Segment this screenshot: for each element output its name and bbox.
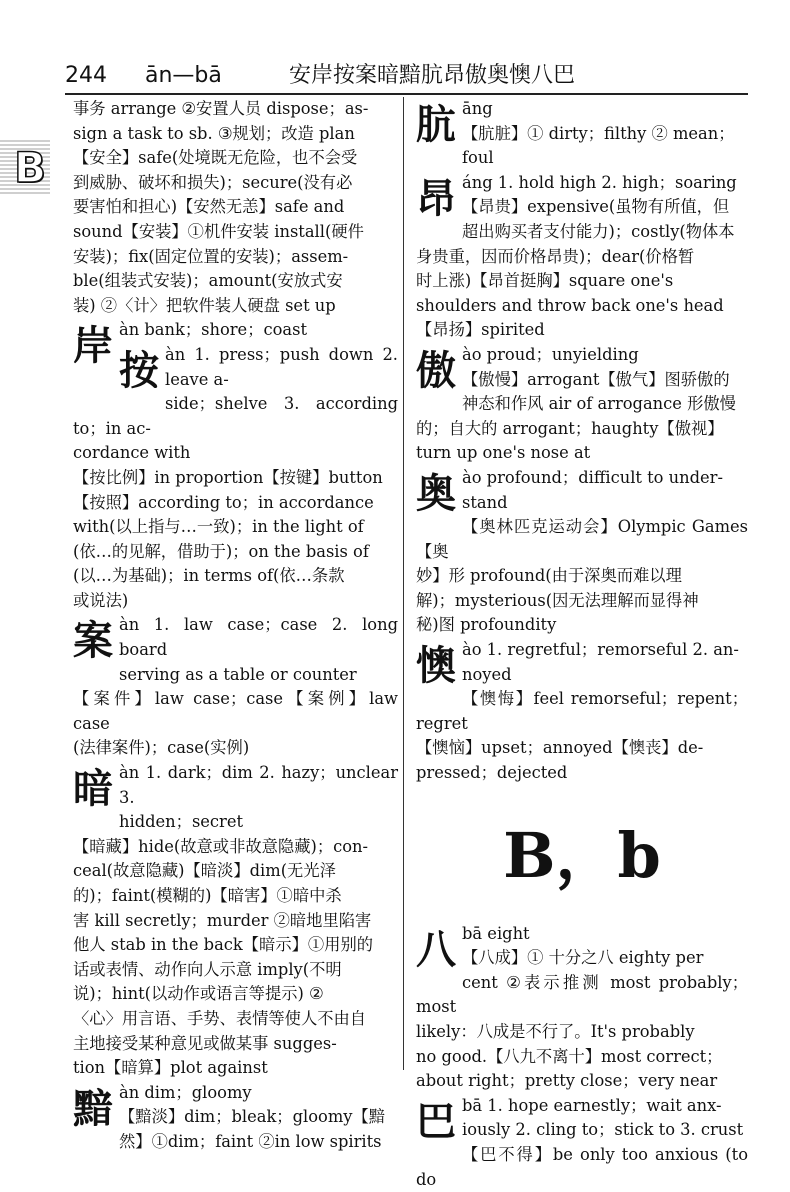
entry-line: 妙】形 profound(由于深奥而难以理	[416, 566, 682, 586]
entry-line: ceal(故意隐藏)【暗淡】dim(无光泽	[73, 861, 336, 881]
entry-headword: 暗	[73, 765, 113, 813]
entry-line: 【暗藏】hide(故意或非故意隐藏)；con-	[73, 836, 369, 856]
dictionary-entry	[416, 1094, 748, 1192]
entry-line: àn 1. dark；dim 2. hazy；unclear 3.	[119, 763, 398, 807]
entry-line: 【八成】① 十分之八 eighty per	[462, 948, 704, 968]
entry-line: 【奥林匹克运动会】Olympic Games【奥	[416, 517, 748, 561]
entry-line: 话或表情、动作向人示意 imply(不明	[73, 959, 342, 979]
dictionary-entry	[416, 466, 748, 638]
dictionary-entry	[416, 171, 748, 343]
entry-line: 害 kill secretly；murder ②暗地里陷害	[73, 910, 372, 930]
entry-line: āng	[462, 99, 493, 118]
left-column	[73, 97, 398, 1155]
entry-line: iously 2. cling to；stick to 3. crust	[462, 1120, 744, 1140]
entry-line: no good.【八九不离十】most correct；	[416, 1046, 723, 1066]
entry-line: 或说法)	[73, 590, 129, 610]
entry-line: sign a task to sb. ③规划；改造 plan	[73, 123, 355, 143]
entry-headword: 岸	[73, 322, 113, 370]
entry-line: side；shelve 3. according to；in ac-	[73, 394, 398, 438]
column-divider	[403, 97, 404, 1070]
entry-line: tion【暗算】plot against	[73, 1058, 268, 1078]
entry-line: cordance with	[73, 443, 191, 463]
entry-headword: 按	[119, 346, 159, 394]
entry-line: 事务 arrange ②安置人员 dispose；as-	[73, 99, 369, 118]
header-divider	[65, 93, 748, 95]
entry-line: bā 1. hope earnestly；wait anx-	[462, 1095, 722, 1115]
entry-line: serving as a table or counter	[119, 664, 357, 684]
entry-line: (法律案件)；case(实例)	[73, 738, 250, 758]
entry-line: 身贵重，因而价格昂贵)；dear(价格暂	[416, 246, 695, 266]
right-column	[416, 97, 748, 1192]
entry-line: 到威胁、破坏和损失)；secure(没有必	[73, 172, 353, 192]
entry-line: (以…为基础)；in terms of(依…条款	[73, 566, 345, 586]
entry-line: bā eight	[462, 923, 530, 943]
entry-line: ble(组装式安装)；amount(安放式安	[73, 271, 343, 291]
entry-line: áng 1. hold high 2. high；soaring	[462, 172, 737, 192]
entry-headword: 懊	[416, 642, 456, 690]
dictionary-entry	[73, 97, 398, 318]
entry-line: 的；自大的 arrogant；haughty【傲视】	[416, 418, 724, 438]
entry-headword: 黯	[73, 1084, 113, 1132]
dictionary-entry	[73, 613, 398, 761]
entry-line: likely：八成是不行了。It's probably	[416, 1022, 695, 1041]
entry-headword: 傲	[416, 346, 456, 394]
entry-line: 【按比例】in proportion【按键】button	[73, 467, 383, 487]
entry-line: 【肮脏】① dirty；filthy ② mean；	[462, 123, 735, 143]
entry-line: about right；pretty close；very near	[416, 1071, 718, 1091]
entry-line: stand	[462, 492, 508, 512]
entry-line: àn 1. press；push down 2. leave a-	[165, 344, 398, 389]
entry-line: 【昂贵】expensive(虽物有所值，但	[462, 197, 730, 217]
dictionary-entry	[416, 97, 748, 171]
entry-headword: 肮	[416, 101, 456, 148]
entry-line: 秘)图 profoundity	[416, 615, 557, 635]
entry-line: shoulders and throw back one's head	[416, 295, 724, 315]
dictionary-entry	[416, 343, 748, 466]
entry-line: 说)；hint(以动作或语言等提示) ②	[73, 984, 324, 1004]
entry-line: with(以上指与…一致)；in the light of	[73, 517, 364, 537]
entry-line: sound【安装】①机件安装 install(硬件	[73, 221, 364, 241]
entry-line: 他人 stab in the back【暗示】①用别的	[73, 935, 374, 955]
entry-line: foul	[462, 148, 494, 168]
entry-line: (依…的见解，借助于)；on the basis of	[73, 541, 369, 561]
header-characters: 安岸按案暗黯肮昂傲奥懊八巴	[289, 63, 576, 88]
entry-line: turn up one's nose at	[416, 443, 591, 463]
entry-headword: 案	[73, 617, 113, 665]
page-header	[65, 62, 745, 90]
dictionary-entry	[73, 1081, 398, 1155]
entry-line: ào proud；unyielding	[462, 344, 639, 364]
entry-headword: 八	[416, 925, 456, 973]
entry-headword: 昂	[416, 174, 456, 222]
entry-headword: 巴	[416, 1097, 456, 1145]
entry-line: cent ②表示推测 most probably；most	[416, 972, 748, 1017]
entry-line: ào profound；difficult to under-	[462, 467, 723, 487]
entry-headword: 奥	[416, 469, 456, 517]
entry-line: 【巴不得】be only too anxious (to do	[416, 1144, 748, 1189]
entry-line: àn 1. law case；case 2. long board	[119, 615, 398, 660]
entry-line: hidden；secret	[119, 812, 244, 832]
dictionary-entry	[73, 343, 398, 614]
entry-line: 解)；mysterious(因无法理解而显得神	[416, 590, 699, 610]
entry-line: 装) ②〈计〉把软件装人硬盘 set up	[73, 295, 336, 315]
dictionary-entry	[416, 638, 748, 786]
entry-line: àn bank；shore；coast	[119, 320, 307, 340]
entry-line: 〈心〉用言语、手势、表情等使人不由自	[73, 1008, 367, 1028]
page-number: 244	[65, 63, 107, 88]
entry-line: 【傲慢】arrogant【傲气】图骄傲的	[462, 369, 730, 389]
dictionary-entry	[416, 922, 748, 1094]
entry-line: pressed；dejected	[416, 763, 568, 783]
entry-line: 然】①dim；faint ②in low spirits	[119, 1131, 382, 1151]
section-heading: B，b	[503, 818, 661, 892]
entry-line: àn dim；gloomy	[119, 1082, 252, 1102]
entry-line: 的)；faint(模糊的)【暗害】①暗中杀	[73, 886, 342, 905]
dictionary-entry	[73, 761, 398, 1081]
entry-line: ào 1. regretful；remorseful 2. an-	[462, 640, 739, 660]
entry-line: 超出购买者支付能力)；costly(物体本	[462, 221, 735, 241]
entry-line: 【按照】according to；in accordance	[73, 492, 374, 512]
entry-line: 【安全】safe(处境既无危险，也不会受	[73, 148, 358, 168]
entry-line: 【懊悔】feel remorseful；repent；regret	[416, 689, 748, 733]
entry-line: 【黯淡】dim；bleak；gloomy【黯	[119, 1107, 386, 1127]
entry-line: noyed	[462, 664, 512, 684]
entry-line: 主地接受某种意见或做某事 sugges-	[73, 1033, 337, 1053]
letter-tab	[0, 140, 50, 196]
entry-line: 神态和作风 air of arrogance 形傲慢	[462, 394, 736, 414]
pinyin-range: ān—bā	[145, 63, 222, 88]
entry-line: 时上涨)【昂首挺胸】square one's	[416, 271, 674, 291]
entry-line: 【昂扬】spirited	[416, 320, 545, 340]
entry-line: 【案件】law case；case【案例】law case	[73, 689, 398, 733]
tab-letter: B	[13, 143, 46, 192]
entry-line: 要害怕和担心)【安然无恙】safe and	[73, 197, 345, 217]
entry-line: 安装)；fix(固定位置的安装)；assem-	[73, 246, 349, 266]
entry-line: 【懊恼】upset；annoyed【懊丧】de-	[416, 738, 704, 758]
